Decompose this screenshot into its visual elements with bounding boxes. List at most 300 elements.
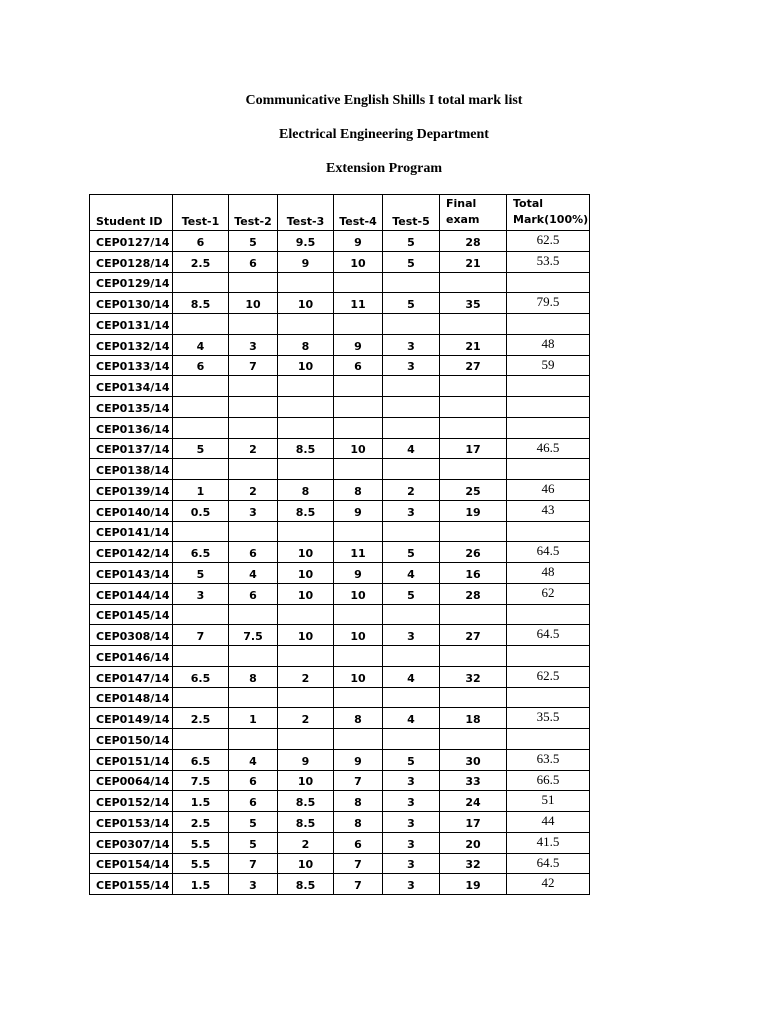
cell-test-5: 5 (383, 251, 440, 272)
cell-test-4 (334, 417, 383, 438)
cell-final-exam (440, 459, 507, 480)
cell-test-4 (334, 397, 383, 418)
cell-test-3 (278, 417, 334, 438)
cell-test-3: 8.5 (278, 791, 334, 812)
table-row (90, 832, 590, 853)
cell-test-2 (229, 646, 278, 667)
header-student-id: Student ID (90, 195, 173, 231)
cell-total-mark: 59 (507, 355, 590, 376)
cell-test-2: 3 (229, 500, 278, 521)
cell-test-4 (334, 729, 383, 750)
cell-total-mark: 66.5 (507, 770, 590, 791)
cell-test-2 (229, 376, 278, 397)
cell-test-4: 9 (334, 500, 383, 521)
cell-test-5: 3 (383, 355, 440, 376)
cell-total-mark: 46.5 (507, 438, 590, 459)
cell-test-2: 5 (229, 832, 278, 853)
cell-test-2: 7 (229, 853, 278, 874)
cell-student-id: CEP0135/14 (90, 397, 173, 418)
cell-test-4 (334, 521, 383, 542)
cell-test-1 (173, 604, 229, 625)
cell-total-mark (507, 459, 590, 480)
cell-test-5: 5 (383, 293, 440, 314)
cell-test-3 (278, 604, 334, 625)
cell-test-2: 6 (229, 542, 278, 563)
cell-final-exam (440, 397, 507, 418)
document-title: Communicative English Shills I total mark list (245, 93, 523, 108)
cell-final-exam: 17 (440, 438, 507, 459)
cell-test-4: 7 (334, 874, 383, 895)
cell-student-id: CEP0134/14 (90, 376, 173, 397)
cell-test-4: 9 (334, 749, 383, 770)
cell-final-exam (440, 687, 507, 708)
cell-test-1: 6 (173, 355, 229, 376)
cell-total-mark: 62.5 (507, 231, 590, 252)
cell-test-5: 5 (383, 542, 440, 563)
header-final-exam: Final exam (440, 195, 507, 231)
cell-test-5: 5 (383, 231, 440, 252)
cell-total-mark: 35.5 (507, 708, 590, 729)
cell-test-5: 3 (383, 812, 440, 833)
cell-test-1: 1.5 (173, 874, 229, 895)
cell-test-4: 10 (334, 438, 383, 459)
table-row (90, 625, 590, 646)
cell-total-mark (507, 646, 590, 667)
cell-test-1 (173, 417, 229, 438)
cell-student-id: CEP0140/14 (90, 500, 173, 521)
cell-final-exam: 21 (440, 251, 507, 272)
cell-test-3 (278, 397, 334, 418)
cell-student-id: CEP0155/14 (90, 874, 173, 895)
cell-total-mark (507, 417, 590, 438)
program-name: Extension Program (325, 161, 442, 176)
cell-test-5 (383, 417, 440, 438)
cell-test-4: 10 (334, 583, 383, 604)
cell-test-2 (229, 314, 278, 335)
cell-final-exam (440, 521, 507, 542)
cell-student-id: CEP0148/14 (90, 687, 173, 708)
cell-final-exam: 20 (440, 832, 507, 853)
cell-total-mark: 64.5 (507, 853, 590, 874)
cell-final-exam: 28 (440, 583, 507, 604)
header-test-1: Test-1 (173, 195, 229, 231)
cell-student-id: CEP0127/14 (90, 231, 173, 252)
cell-test-3 (278, 521, 334, 542)
cell-total-mark: 51 (507, 791, 590, 812)
cell-test-4: 6 (334, 832, 383, 853)
cell-student-id: CEP0141/14 (90, 521, 173, 542)
table-row (90, 438, 590, 459)
cell-test-4: 8 (334, 480, 383, 501)
header-test-5: Test-5 (383, 195, 440, 231)
cell-test-1 (173, 729, 229, 750)
cell-test-2: 6 (229, 770, 278, 791)
cell-student-id: CEP0308/14 (90, 625, 173, 646)
cell-test-4: 6 (334, 355, 383, 376)
cell-total-mark: 79.5 (507, 293, 590, 314)
cell-final-exam (440, 604, 507, 625)
cell-student-id: CEP0154/14 (90, 853, 173, 874)
table-row (90, 293, 590, 314)
cell-total-mark (507, 397, 590, 418)
cell-test-4: 10 (334, 251, 383, 272)
cell-test-2: 7 (229, 355, 278, 376)
cell-test-5: 3 (383, 832, 440, 853)
cell-test-4 (334, 687, 383, 708)
table-row (90, 397, 590, 418)
cell-final-exam: 27 (440, 625, 507, 646)
cell-test-3 (278, 729, 334, 750)
table-row (90, 500, 590, 521)
cell-test-2 (229, 272, 278, 293)
cell-test-5 (383, 459, 440, 480)
cell-test-3 (278, 314, 334, 335)
cell-test-2 (229, 687, 278, 708)
cell-test-1: 1.5 (173, 791, 229, 812)
cell-student-id: CEP0151/14 (90, 749, 173, 770)
table-row (90, 521, 590, 542)
cell-test-4: 11 (334, 293, 383, 314)
cell-test-1: 7.5 (173, 770, 229, 791)
cell-test-2: 5 (229, 812, 278, 833)
cell-final-exam (440, 272, 507, 293)
table-row (90, 687, 590, 708)
cell-test-3: 8 (278, 334, 334, 355)
cell-student-id: CEP0144/14 (90, 583, 173, 604)
cell-total-mark: 44 (507, 812, 590, 833)
table-header-row (90, 195, 590, 231)
cell-test-2: 6 (229, 583, 278, 604)
cell-test-3: 10 (278, 625, 334, 646)
cell-test-1 (173, 521, 229, 542)
cell-final-exam: 33 (440, 770, 507, 791)
cell-test-2: 2 (229, 480, 278, 501)
cell-final-exam: 18 (440, 708, 507, 729)
cell-test-4: 8 (334, 791, 383, 812)
cell-test-4: 7 (334, 770, 383, 791)
cell-final-exam: 26 (440, 542, 507, 563)
cell-test-3 (278, 646, 334, 667)
cell-test-2 (229, 521, 278, 542)
cell-test-1: 6 (173, 231, 229, 252)
cell-test-1 (173, 272, 229, 293)
cell-student-id: CEP0153/14 (90, 812, 173, 833)
cell-test-1: 5.5 (173, 832, 229, 853)
cell-test-2 (229, 459, 278, 480)
cell-test-3 (278, 376, 334, 397)
cell-test-3 (278, 272, 334, 293)
cell-test-3: 9 (278, 749, 334, 770)
cell-test-1 (173, 376, 229, 397)
cell-test-4: 7 (334, 853, 383, 874)
cell-final-exam: 19 (440, 500, 507, 521)
cell-total-mark: 64.5 (507, 625, 590, 646)
cell-test-4: 10 (334, 625, 383, 646)
cell-test-5: 3 (383, 791, 440, 812)
department-name: Electrical Engineering Department (279, 127, 489, 142)
cell-total-mark (507, 521, 590, 542)
cell-test-2: 1 (229, 708, 278, 729)
cell-total-mark (507, 376, 590, 397)
cell-final-exam: 25 (440, 480, 507, 501)
table-row (90, 251, 590, 272)
cell-test-2: 7.5 (229, 625, 278, 646)
cell-student-id: CEP0145/14 (90, 604, 173, 625)
table-row (90, 646, 590, 667)
cell-test-1 (173, 314, 229, 335)
cell-student-id: CEP0142/14 (90, 542, 173, 563)
cell-test-5 (383, 521, 440, 542)
cell-test-5: 5 (383, 583, 440, 604)
cell-final-exam (440, 376, 507, 397)
cell-test-1 (173, 646, 229, 667)
cell-student-id: CEP0064/14 (90, 770, 173, 791)
cell-test-2 (229, 397, 278, 418)
cell-test-5: 4 (383, 708, 440, 729)
cell-test-3 (278, 687, 334, 708)
cell-total-mark: 42 (507, 874, 590, 895)
cell-final-exam: 27 (440, 355, 507, 376)
table-row (90, 314, 590, 335)
cell-test-2: 10 (229, 293, 278, 314)
cell-test-1: 2.5 (173, 708, 229, 729)
cell-total-mark (507, 604, 590, 625)
cell-final-exam: 32 (440, 853, 507, 874)
header-test-3: Test-3 (278, 195, 334, 231)
table-row (90, 542, 590, 563)
cell-test-1: 6.5 (173, 542, 229, 563)
cell-test-2: 6 (229, 791, 278, 812)
table-row (90, 355, 590, 376)
cell-test-1: 2.5 (173, 251, 229, 272)
cell-test-1 (173, 459, 229, 480)
cell-final-exam: 35 (440, 293, 507, 314)
cell-final-exam: 24 (440, 791, 507, 812)
cell-test-3: 10 (278, 293, 334, 314)
cell-test-3: 2 (278, 666, 334, 687)
cell-test-4: 8 (334, 812, 383, 833)
cell-total-mark: 43 (507, 500, 590, 521)
cell-test-1: 4 (173, 334, 229, 355)
cell-test-4 (334, 459, 383, 480)
cell-test-3: 10 (278, 563, 334, 584)
cell-total-mark: 53.5 (507, 251, 590, 272)
cell-test-5 (383, 604, 440, 625)
cell-test-2 (229, 417, 278, 438)
cell-test-5 (383, 646, 440, 667)
cell-total-mark (507, 314, 590, 335)
cell-test-5 (383, 376, 440, 397)
cell-test-4 (334, 314, 383, 335)
table-row (90, 708, 590, 729)
mark-list-table (89, 194, 590, 895)
cell-test-2: 3 (229, 334, 278, 355)
cell-final-exam: 21 (440, 334, 507, 355)
cell-test-1 (173, 397, 229, 418)
cell-test-5: 3 (383, 625, 440, 646)
cell-test-3: 8.5 (278, 500, 334, 521)
cell-final-exam: 28 (440, 231, 507, 252)
cell-total-mark (507, 687, 590, 708)
cell-student-id: CEP0150/14 (90, 729, 173, 750)
table-row (90, 874, 590, 895)
cell-test-4: 9 (334, 334, 383, 355)
cell-test-3: 10 (278, 770, 334, 791)
cell-test-5: 4 (383, 666, 440, 687)
table-row (90, 666, 590, 687)
cell-test-5 (383, 272, 440, 293)
table-row (90, 417, 590, 438)
cell-final-exam: 17 (440, 812, 507, 833)
cell-student-id: CEP0146/14 (90, 646, 173, 667)
cell-final-exam: 32 (440, 666, 507, 687)
cell-final-exam (440, 417, 507, 438)
cell-test-3: 10 (278, 355, 334, 376)
cell-test-1 (173, 687, 229, 708)
cell-test-5 (383, 397, 440, 418)
cell-student-id: CEP0133/14 (90, 355, 173, 376)
cell-student-id: CEP0131/14 (90, 314, 173, 335)
cell-student-id: CEP0128/14 (90, 251, 173, 272)
cell-test-2: 6 (229, 251, 278, 272)
table-row (90, 729, 590, 750)
table-row (90, 563, 590, 584)
cell-test-4: 11 (334, 542, 383, 563)
header-test-4: Test-4 (334, 195, 383, 231)
cell-test-1: 2.5 (173, 812, 229, 833)
cell-test-3 (278, 459, 334, 480)
cell-final-exam: 30 (440, 749, 507, 770)
cell-test-1: 5.5 (173, 853, 229, 874)
cell-test-4: 9 (334, 231, 383, 252)
table-row (90, 812, 590, 833)
table-row (90, 334, 590, 355)
cell-student-id: CEP0129/14 (90, 272, 173, 293)
cell-final-exam (440, 646, 507, 667)
table-row (90, 480, 590, 501)
table-row (90, 749, 590, 770)
cell-test-1: 5 (173, 563, 229, 584)
cell-test-5 (383, 687, 440, 708)
cell-student-id: CEP0152/14 (90, 791, 173, 812)
cell-test-2: 2 (229, 438, 278, 459)
cell-test-3: 10 (278, 542, 334, 563)
cell-student-id: CEP0130/14 (90, 293, 173, 314)
cell-total-mark: 62 (507, 583, 590, 604)
cell-test-1: 0.5 (173, 500, 229, 521)
cell-test-4 (334, 376, 383, 397)
cell-test-4 (334, 604, 383, 625)
cell-final-exam: 19 (440, 874, 507, 895)
cell-test-2: 4 (229, 563, 278, 584)
cell-test-1: 3 (173, 583, 229, 604)
cell-student-id: CEP0132/14 (90, 334, 173, 355)
cell-test-3: 8.5 (278, 812, 334, 833)
cell-test-3: 10 (278, 853, 334, 874)
cell-test-2: 5 (229, 231, 278, 252)
cell-test-1: 5 (173, 438, 229, 459)
cell-total-mark (507, 272, 590, 293)
cell-student-id: CEP0139/14 (90, 480, 173, 501)
cell-total-mark: 48 (507, 334, 590, 355)
cell-test-4 (334, 646, 383, 667)
cell-test-3: 2 (278, 832, 334, 853)
table-row (90, 583, 590, 604)
table-row (90, 459, 590, 480)
cell-test-5 (383, 314, 440, 335)
cell-final-exam (440, 729, 507, 750)
cell-total-mark: 62.5 (507, 666, 590, 687)
table-row (90, 604, 590, 625)
cell-student-id: CEP0137/14 (90, 438, 173, 459)
cell-test-2: 3 (229, 874, 278, 895)
cell-student-id: CEP0307/14 (90, 832, 173, 853)
table-row (90, 231, 590, 252)
cell-test-4: 8 (334, 708, 383, 729)
cell-test-1: 7 (173, 625, 229, 646)
table-row (90, 770, 590, 791)
table-row (90, 791, 590, 812)
cell-test-5: 3 (383, 874, 440, 895)
cell-test-2 (229, 604, 278, 625)
cell-student-id: CEP0147/14 (90, 666, 173, 687)
cell-total-mark: 41.5 (507, 832, 590, 853)
cell-final-exam: 16 (440, 563, 507, 584)
cell-test-3: 8.5 (278, 874, 334, 895)
cell-student-id: CEP0149/14 (90, 708, 173, 729)
cell-test-3: 8.5 (278, 438, 334, 459)
cell-student-id: CEP0136/14 (90, 417, 173, 438)
cell-test-5: 3 (383, 770, 440, 791)
cell-test-5: 3 (383, 334, 440, 355)
cell-test-2 (229, 729, 278, 750)
table-row (90, 376, 590, 397)
cell-test-5: 4 (383, 438, 440, 459)
cell-test-5: 4 (383, 563, 440, 584)
cell-test-1: 1 (173, 480, 229, 501)
cell-test-5: 2 (383, 480, 440, 501)
header-test-2: Test-2 (229, 195, 278, 231)
cell-student-id: CEP0143/14 (90, 563, 173, 584)
cell-test-1: 8.5 (173, 293, 229, 314)
cell-test-5: 5 (383, 749, 440, 770)
cell-total-mark: 46 (507, 480, 590, 501)
cell-test-5: 3 (383, 853, 440, 874)
cell-test-4: 9 (334, 563, 383, 584)
cell-test-4 (334, 272, 383, 293)
cell-test-3: 8 (278, 480, 334, 501)
table-row (90, 272, 590, 293)
cell-test-2: 4 (229, 749, 278, 770)
cell-total-mark: 64.5 (507, 542, 590, 563)
cell-test-5 (383, 729, 440, 750)
cell-test-2: 8 (229, 666, 278, 687)
cell-test-3: 9.5 (278, 231, 334, 252)
cell-test-3: 10 (278, 583, 334, 604)
cell-test-3: 9 (278, 251, 334, 272)
table-row (90, 853, 590, 874)
cell-total-mark: 63.5 (507, 749, 590, 770)
header-total-mark: Total Mark(100%) (507, 195, 590, 231)
cell-total-mark: 48 (507, 563, 590, 584)
cell-test-3: 2 (278, 708, 334, 729)
cell-total-mark (507, 729, 590, 750)
cell-test-4: 10 (334, 666, 383, 687)
cell-student-id: CEP0138/14 (90, 459, 173, 480)
cell-test-1: 6.5 (173, 666, 229, 687)
cell-test-5: 3 (383, 500, 440, 521)
cell-test-1: 6.5 (173, 749, 229, 770)
